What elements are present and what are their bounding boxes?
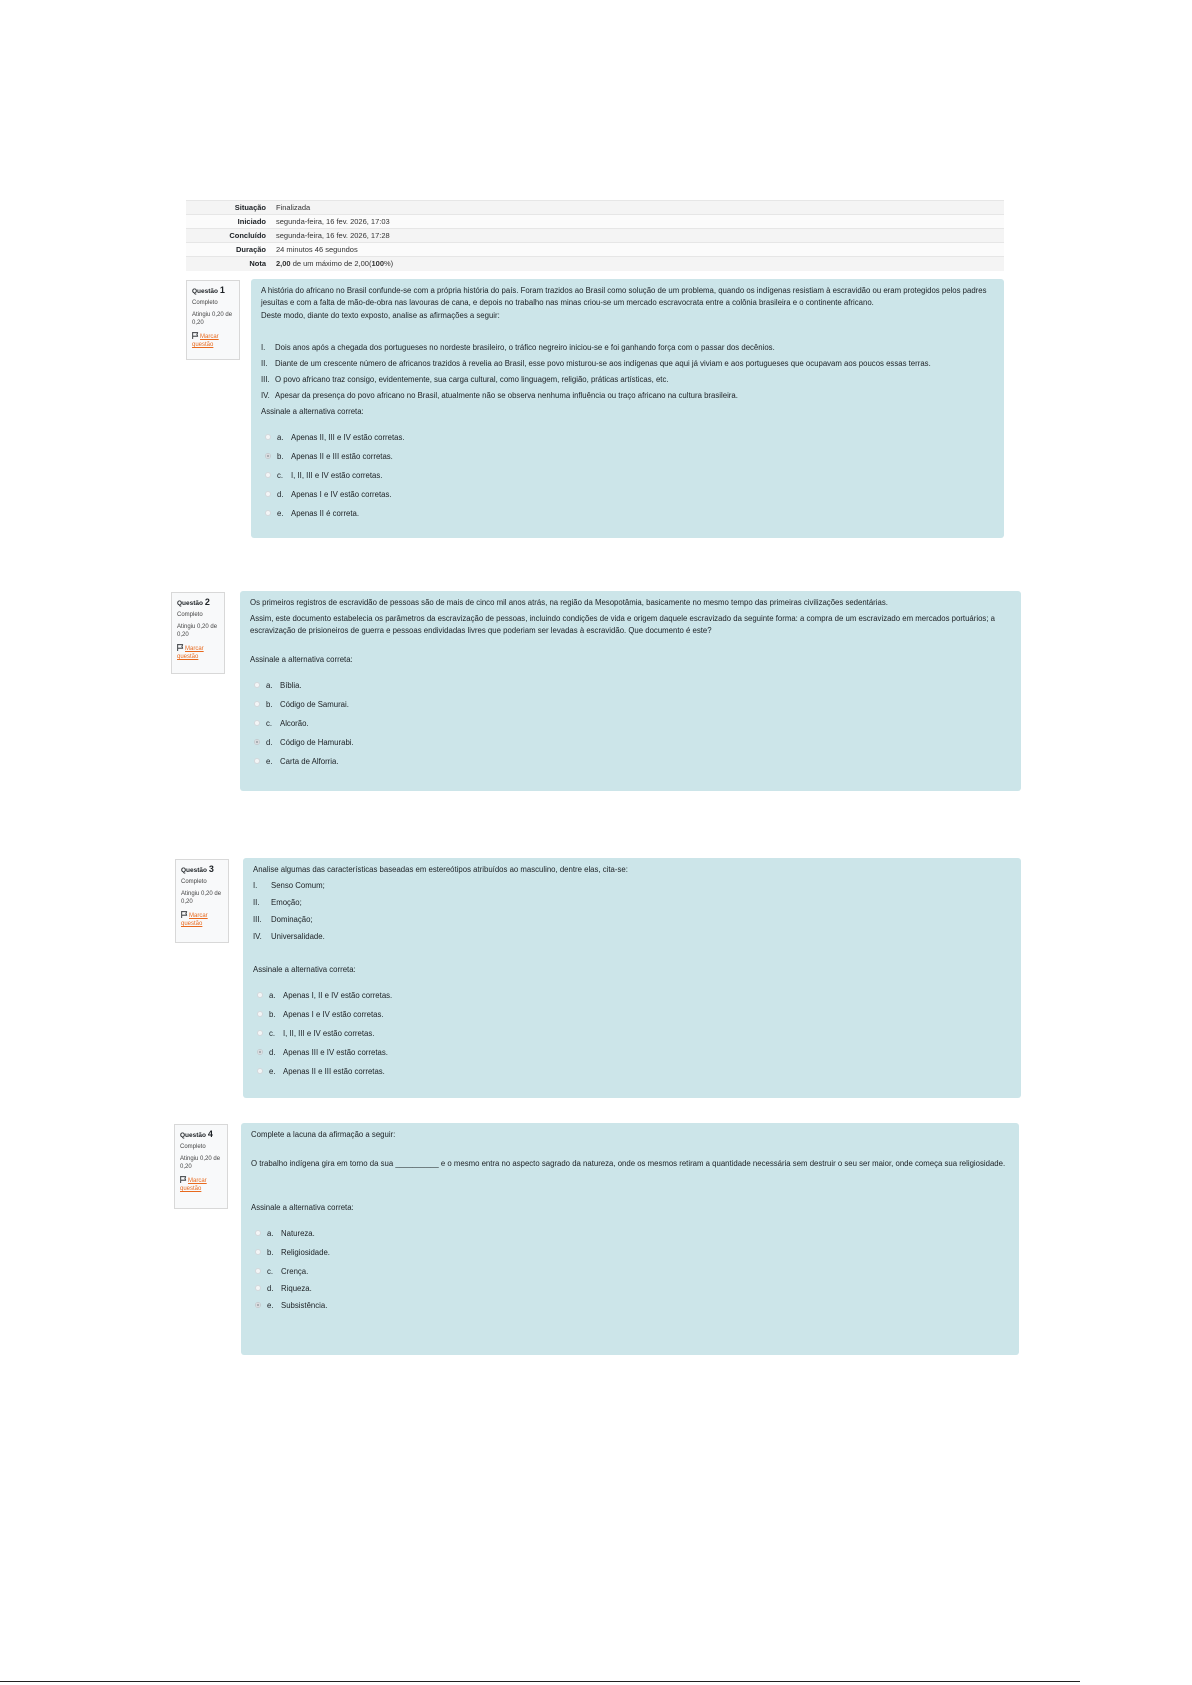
question-prefix: Questão <box>177 600 204 607</box>
attempt-summary <box>186 200 1004 271</box>
flag-label: Marcar questão <box>180 1178 207 1192</box>
radio-button[interactable] <box>257 1049 263 1055</box>
flag-icon <box>181 911 188 918</box>
radio-button[interactable] <box>265 453 271 459</box>
summary-row <box>186 201 1004 215</box>
summary-value: segunda-feira, 16 fev. 2026, 17:28 <box>274 229 1004 243</box>
question-state: Completo <box>177 612 203 618</box>
summary-label: Nota <box>186 257 274 271</box>
flag-icon <box>180 1176 187 1183</box>
answer-options <box>251 1224 1009 1315</box>
radio-button[interactable] <box>265 472 271 478</box>
flag-question-link[interactable] <box>177 644 220 661</box>
summary-row <box>186 257 1004 271</box>
flag-label: Marcar questão <box>177 646 204 660</box>
question-number: Questão 4 <box>180 1129 213 1139</box>
flag-icon <box>177 644 184 651</box>
radio-button[interactable] <box>254 739 260 745</box>
summary-label: Duração <box>186 243 274 257</box>
radio-button[interactable] <box>265 510 271 516</box>
answer-option[interactable]: c. I, II, III e IV estão corretas. <box>253 1024 1011 1043</box>
flag-icon <box>192 332 199 339</box>
answer-options <box>253 986 1011 1081</box>
question-state: Completo <box>181 879 207 885</box>
radio-button[interactable] <box>255 1302 261 1308</box>
question-info <box>174 1124 228 1209</box>
question-paragraph: Complete a lacuna da afirmação a seguir: <box>251 1130 396 1139</box>
question-grade: Atingiu 0,20 de 0,20 <box>177 624 218 638</box>
radio-button[interactable] <box>257 992 263 998</box>
radio-button[interactable] <box>255 1268 261 1274</box>
radio-button[interactable] <box>255 1249 261 1255</box>
question-grade: Atingiu 0,20 de 0,20 <box>180 1156 221 1170</box>
question-prefix: Questão <box>192 288 219 295</box>
answer-option[interactable]: d. Apenas I e IV estão corretas. <box>261 485 994 504</box>
flag-label: Marcar questão <box>192 334 219 348</box>
question-state: Completo <box>192 300 218 306</box>
summary-label: Situação <box>186 201 274 215</box>
question-prompt: Assinale a alternativa correta: <box>253 965 356 974</box>
statement: I. Dois anos após a chegada dos portugueses no nordeste brasileiro, o tráfico negreiro iniciou-se e foi ganhando força com o passar dos decênios. <box>261 343 775 352</box>
radio-button[interactable] <box>257 1068 263 1074</box>
radio-button[interactable] <box>265 434 271 440</box>
question-prompt: Assinale a alternativa correta: <box>251 1203 354 1212</box>
question-content <box>240 591 1021 791</box>
question-paragraph: O trabalho indígena gira em torno da sua __________ e o mesmo entra no aspecto sagrado da natureza, onde os mesmos retiram a quantidade necessária sem destruir o seu ser maior, onde começa sua religiosidade. <box>251 1159 1006 1168</box>
question-grade: Atingiu 0,20 de 0,20 <box>192 312 233 326</box>
question-info <box>175 859 229 943</box>
question-prompt: Assinale a alternativa correta: <box>261 407 364 416</box>
question-paragraph: Os primeiros registros de escravidão de pessoas são de mais de cinco mil anos atrás, na região da Mesopotâmia, basicamente no mesmo tempo das primeiras civilizações sedentárias. <box>250 598 888 607</box>
statement: II. Diante de um crescente número de africanos trazidos à revelia ao Brasil, esse povo misturou-se aos indígenas que aqui já viviam e aos portugueses que ocupavam aos poucos essas terras. <box>261 359 931 368</box>
flag-label: Marcar questão <box>181 913 208 927</box>
radio-button[interactable] <box>254 720 260 726</box>
radio-button[interactable] <box>254 701 260 707</box>
answer-option[interactable]: c. Alcorão. <box>250 714 1011 733</box>
question-paragraph: Analise algumas das características baseadas em estereótipos atribuídos ao masculino, dentre elas, cita-se: <box>253 865 628 874</box>
radio-button[interactable] <box>254 758 260 764</box>
radio-button[interactable] <box>257 1030 263 1036</box>
summary-value: Finalizada <box>274 201 1004 215</box>
answer-option[interactable]: a. Bíblia. <box>250 676 1011 695</box>
question-prompt: Assinale a alternativa correta: <box>250 655 353 664</box>
answer-option[interactable]: a. Apenas I, II e IV estão corretas. <box>253 986 1011 1005</box>
radio-button[interactable] <box>254 682 260 688</box>
grade-pct: 100 <box>371 259 384 269</box>
question-paragraph: A história do africano no Brasil confunde-se com a própria história do país. Foram trazidos ao Brasil como solução de um problema, quando os indígenas resistiam à escravidão ou eram protegidos pelos padres jesuítas e com a falta de mão-de-obra nas lavouras de cana, e depois no trabalho nas minas criou-se um mercado escravocrata entre a colônia brasileira e o continente africano. <box>261 286 987 307</box>
summary-row <box>186 229 1004 243</box>
answer-option[interactable]: b. Código de Samurai. <box>250 695 1011 714</box>
question-number: Questão 2 <box>177 597 210 607</box>
question-number: Questão 1 <box>192 285 225 295</box>
flag-question-link[interactable] <box>181 911 224 928</box>
answer-option-selected[interactable]: d. Código de Hamurabi. <box>250 733 1011 752</box>
question-prefix: Questão <box>181 867 208 874</box>
statement: IV. Universalidade. <box>253 932 325 941</box>
summary-value: segunda-feira, 16 fev. 2026, 17:03 <box>274 215 1004 229</box>
summary-value: 24 minutos 46 segundos <box>274 243 1004 257</box>
question-content <box>251 279 1004 538</box>
flag-question-link[interactable] <box>180 1176 223 1193</box>
summary-row <box>186 215 1004 229</box>
page-bottom-rule <box>0 1681 1080 1682</box>
radio-button[interactable] <box>255 1230 261 1236</box>
question-number: Questão 3 <box>181 864 214 874</box>
answer-option-selected[interactable]: d. Apenas III e IV estão corretas. <box>253 1043 1011 1062</box>
answer-option[interactable]: e. Carta de Alforria. <box>250 752 1011 771</box>
radio-button[interactable] <box>255 1285 261 1291</box>
statement: IV. Apesar da presença do povo africano no Brasil, atualmente não se observa nenhuma influência ou traço africano na cultura brasileira. <box>261 391 738 400</box>
answer-option[interactable]: c. Crença. <box>251 1262 1009 1281</box>
summary-label: Concluído <box>186 229 274 243</box>
answer-option[interactable]: b. Religiosidade. <box>251 1243 1009 1262</box>
flag-question-link[interactable] <box>192 332 235 349</box>
question-paragraph: Deste modo, diante do texto exposto, analise as afirmações a seguir: <box>261 311 500 320</box>
grade-rest: de um máximo de 2,00( <box>290 259 372 269</box>
question-content <box>243 858 1021 1098</box>
answer-option-selected[interactable]: e. Subsistência. <box>251 1296 1009 1315</box>
summary-row <box>186 243 1004 257</box>
summary-label: Iniciado <box>186 215 274 229</box>
radio-button[interactable] <box>257 1011 263 1017</box>
answer-option[interactable]: e. Apenas II é correta. <box>261 504 994 523</box>
question-state: Completo <box>180 1144 206 1150</box>
question-info <box>186 280 240 360</box>
answer-option[interactable]: d. Riqueza. <box>251 1281 1009 1296</box>
answer-options <box>250 676 1011 771</box>
question-prefix: Questão <box>180 1132 207 1139</box>
statement: II. Emoção; <box>253 898 302 907</box>
grade-bold: 2,00 <box>276 259 291 269</box>
question-grade: Atingiu 0,20 de 0,20 <box>181 891 222 905</box>
statement: III. Dominação; <box>253 915 313 924</box>
question-content <box>241 1123 1019 1355</box>
question-info <box>171 592 225 674</box>
answer-option-selected[interactable]: b. Apenas II e III estão corretas. <box>261 447 994 466</box>
answer-option[interactable]: a. Natureza. <box>251 1224 1009 1243</box>
radio-button[interactable] <box>265 491 271 497</box>
answer-options <box>261 428 994 523</box>
question-paragraph: Assim, este documento estabelecia os parâmetros da escravização de pessoas, incluindo condições de vida e origem daquele escravizado da seguinte forma: a compra de um escravizado em mercados portuários; a escravização de prisioneiros de guerra e pessoas endividadas livres que poderiam ser levadas à escravidão. Que documento é este? <box>250 614 996 635</box>
summary-grade-value <box>274 257 1004 271</box>
statement: III. O povo africano traz consigo, evidentemente, sua carga cultural, como linguagem, religião, práticas artísticas, etc. <box>261 375 669 384</box>
statement: I. Senso Comum; <box>253 881 325 890</box>
answer-option[interactable]: c. I, II, III e IV estão corretas. <box>261 466 994 485</box>
grade-end: %) <box>384 259 394 269</box>
answer-option[interactable]: b. Apenas I e IV estão corretas. <box>253 1005 1011 1024</box>
answer-option[interactable]: a. Apenas II, III e IV estão corretas. <box>261 428 994 447</box>
answer-option[interactable]: e. Apenas II e III estão corretas. <box>253 1062 1011 1081</box>
